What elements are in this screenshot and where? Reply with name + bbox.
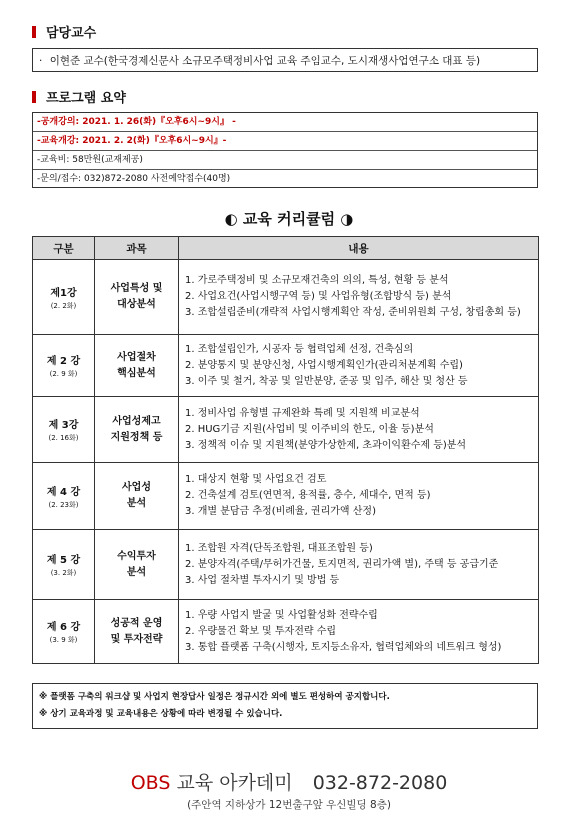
- content-item: 1. 조합원 자격(단독조합원, 대표조합원 등): [185, 542, 373, 554]
- content-cell: [179, 335, 539, 397]
- week-label: 제 4 강: [46, 486, 81, 498]
- content-item: 3. 사업 절차별 투자시기 및 방법 등: [185, 574, 340, 586]
- content-item: 1. 정비사업 유형별 규제완화 특례 및 지원책 비교분석: [185, 407, 420, 419]
- content-cell: [179, 397, 539, 463]
- content-item: 2. 우량물건 확보 및 투자전략 수립: [185, 625, 337, 637]
- header-content: 내용: [179, 237, 539, 260]
- section-marker: [32, 91, 36, 103]
- instructor-text: 이현준 교수(한국경제신문사 소규모주택정비사업 교육 주임교수, 도시재생사업연구소 대표 등): [49, 55, 481, 67]
- content-cell: [179, 530, 539, 600]
- footer-address: (주안역 지하상가 12번출구앞 우신빌딩 8층): [187, 799, 391, 811]
- section-marker: [32, 26, 36, 38]
- notes-box: [32, 683, 538, 729]
- program-summary-box: [32, 112, 538, 188]
- content-item: 2. 건축설계 검토(연면적, 용적률, 층수, 세대수, 면적 등): [185, 490, 431, 501]
- week-label: 제1강: [50, 287, 77, 299]
- week-label: 제 3강: [48, 420, 79, 431]
- curriculum-table: [32, 236, 539, 664]
- content-cell: [179, 463, 539, 530]
- course-start-row: -교육개강: 2021. 2. 2(화)『오후6시~9시』-: [33, 132, 537, 151]
- curriculum-header-row: [33, 237, 539, 260]
- table-row: [33, 463, 539, 530]
- week-date: (3. 2화): [50, 569, 77, 577]
- content-item: 3. 이주 및 철거, 착공 및 일반분양, 준공 및 입주, 해산 및 청산 등: [185, 375, 468, 387]
- subject-cell: 사업성제고 지원정책 등: [95, 397, 179, 463]
- week-cell: [33, 530, 95, 600]
- content-cell: [179, 260, 539, 335]
- content-item: 3. 개별 분담금 추정(비례율, 권리가액 산정): [185, 506, 376, 517]
- phone-number: 032-872-2080: [312, 772, 448, 794]
- content-item: 1. 가로주택정비 및 소규모재건축의 의의, 특성, 현황 등 분석: [185, 275, 449, 286]
- content-item: 2. 분양통지 및 분양신청, 사업시행계획인가(관리처분계획 수립): [185, 359, 463, 371]
- note-item: ※ 플랫폼 구축의 워크샵 및 사업지 현장답사 일정은 정규시간 외에 별도 편성하여 공지합니다.: [39, 692, 390, 702]
- academy-name: 교육 아카데미: [170, 772, 293, 794]
- instructor-heading: 담당교수: [46, 26, 97, 41]
- subject-cell: 사업절차 핵심분석: [95, 335, 179, 397]
- week-label: 제 6 강: [46, 622, 81, 633]
- week-label: 제 5 강: [46, 555, 81, 566]
- content-cell: [179, 600, 539, 664]
- table-row: [33, 600, 539, 664]
- header-division: 구분: [33, 237, 95, 260]
- week-cell: [33, 463, 95, 530]
- inquiry-row: -문의/접수: 032)872-2080 사전예약접수(40명): [37, 174, 231, 184]
- week-cell: [33, 260, 95, 335]
- public-lecture-row: -공개강의: 2021. 1. 26(화)『오후6시~9시』 -: [33, 113, 537, 132]
- note-item: ※ 상기 교육과정 및 교육내용은 상황에 따라 변경될 수 있습니다.: [39, 709, 283, 719]
- table-row: [33, 335, 539, 397]
- content-item: 3. 조합설립준비(개략적 사업시행계획안 작성, 준비위원회 구성, 창립총회 등): [185, 307, 521, 318]
- week-date: (2. 16화): [48, 434, 79, 442]
- subject-cell: 수익투자 분석: [95, 530, 179, 600]
- week-cell: [33, 397, 95, 463]
- content-item: 3. 통합 플랫폼 구축(시행자, 토지등소유자, 협력업체와의 네트워크 형성): [185, 641, 502, 653]
- week-date: (2. 2화): [50, 301, 77, 310]
- table-row: [33, 260, 539, 335]
- footer-contact: [0, 768, 578, 795]
- week-label: 제 2 강: [46, 356, 81, 367]
- content-item: 3. 정책적 이슈 및 지원책(분양가상한제, 초과이익환수제 등)분석: [185, 439, 467, 451]
- table-row: [33, 530, 539, 600]
- week-cell: [33, 335, 95, 397]
- program-heading: 프로그램 요약: [46, 91, 126, 106]
- subject-cell: 사업성 분석: [95, 463, 179, 530]
- program-section-title: [32, 87, 126, 106]
- tuition-row: -교육비: 58만원(교재제공): [33, 151, 537, 170]
- subject-cell: 성공적 운영 및 투자전략: [95, 600, 179, 664]
- week-date: (2. 9 화): [49, 370, 78, 378]
- content-item: 1. 우량 사업지 발굴 및 사업활성화 전략수립: [185, 609, 378, 621]
- table-row: [33, 397, 539, 463]
- week-date: (2. 23화): [48, 500, 79, 509]
- week-cell: [33, 600, 95, 664]
- week-date: (3. 9 화): [49, 636, 78, 644]
- content-item: 1. 대상지 현황 및 사업요건 검토: [185, 474, 327, 485]
- instructor-box: [32, 48, 538, 72]
- instructor-section-title: [32, 22, 96, 41]
- content-item: 2. HUG기금 지원(사업비 및 이주비의 한도, 이율 등)분석: [185, 423, 434, 435]
- curriculum-title: ◐ 교육 커리큘럼 ◑: [224, 210, 354, 228]
- content-item: 2. 분양자격(주택/무허가건물, 토지면적, 권리가액 별), 주택 등 공급기준: [185, 558, 499, 570]
- header-subject: 과목: [95, 237, 179, 260]
- content-item: 1. 조합설립인가, 시공자 등 협력업체 선정, 건축심의: [185, 343, 414, 355]
- content-item: 2. 사업요건(사업시행구역 등) 및 사업유형(조합방식 등) 분석: [185, 291, 452, 302]
- subject-cell: 사업특성 및 대상분석: [95, 260, 179, 335]
- instructor-bullet: ·: [39, 55, 43, 67]
- brand-name: OBS: [130, 772, 171, 794]
